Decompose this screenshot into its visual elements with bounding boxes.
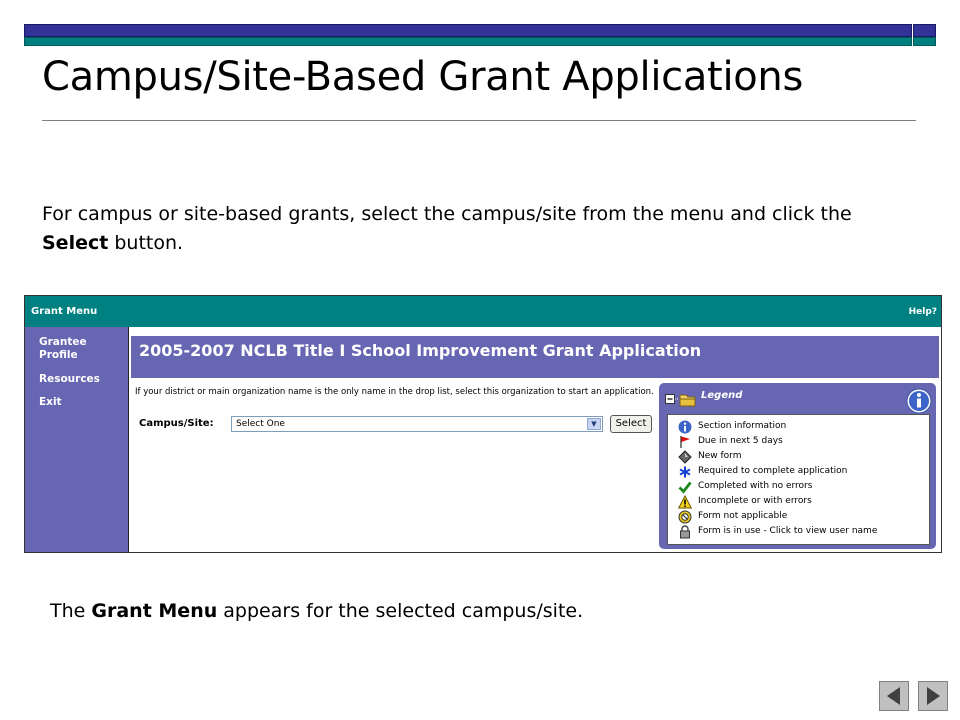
warning-triangle-icon: [678, 495, 692, 509]
lock-icon: [678, 525, 692, 539]
sidebar-item-exit[interactable]: Exit: [39, 396, 62, 408]
arrow-right-icon: [919, 682, 947, 710]
intro-text: For campus or site-based grants, select the campus/site from the menu and click the Select button.: [42, 203, 852, 254]
campus-hint-text: If your district or main organization name is the only name in the drop list, select this organization to start an application.: [135, 387, 654, 397]
application-title: 2005-2007 NCLB Title I School Improvement Grant Application: [139, 341, 702, 360]
campus-site-dropdown[interactable]: [231, 416, 603, 432]
grant-menu-label: Grant Menu: [31, 306, 98, 317]
title-decoration-bar: [24, 24, 936, 46]
sidebar-item-grantee-profile[interactable]: Grantee Profile: [39, 336, 87, 361]
title-divider: [42, 120, 916, 121]
slide-title: Campus/Site-Based Grant Applications: [42, 54, 804, 100]
next-slide-button[interactable]: [918, 681, 948, 711]
arrow-left-icon: [880, 682, 908, 710]
select-button[interactable]: Select: [610, 415, 652, 433]
required-asterisk-icon: [678, 465, 692, 479]
collapse-folder-icon[interactable]: [665, 391, 697, 407]
chevron-down-icon[interactable]: ▼: [587, 418, 601, 430]
legend-header: [665, 390, 743, 407]
sidebar: [25, 327, 129, 553]
info-icon[interactable]: [906, 388, 932, 414]
red-flag-icon: [678, 435, 692, 449]
outro-text: The Grant Menu appears for the selected campus/site.: [50, 600, 584, 622]
grant-menu-bar: [25, 296, 941, 327]
new-form-diamond-icon: [678, 450, 692, 464]
legend-title: Legend: [701, 390, 743, 401]
legend-panel: [659, 383, 936, 549]
info-icon: [678, 420, 692, 434]
application-title-bar: [131, 336, 939, 378]
campus-site-label: Campus/Site:: [139, 418, 214, 429]
legend-list: Section information Due in next 5 days New form Required to complete application Completed with no errors Incomplete or with errors Form not applicable Form is in use - Click to view user name: [667, 414, 930, 545]
grant-application-screenshot: [24, 295, 942, 553]
help-link[interactable]: Help?: [908, 307, 937, 317]
green-check-icon: [678, 480, 692, 494]
campus-site-selected-value: Select One: [236, 419, 285, 429]
sidebar-item-resources[interactable]: Resources: [39, 373, 100, 385]
not-applicable-icon: [678, 510, 692, 524]
previous-slide-button[interactable]: [879, 681, 909, 711]
